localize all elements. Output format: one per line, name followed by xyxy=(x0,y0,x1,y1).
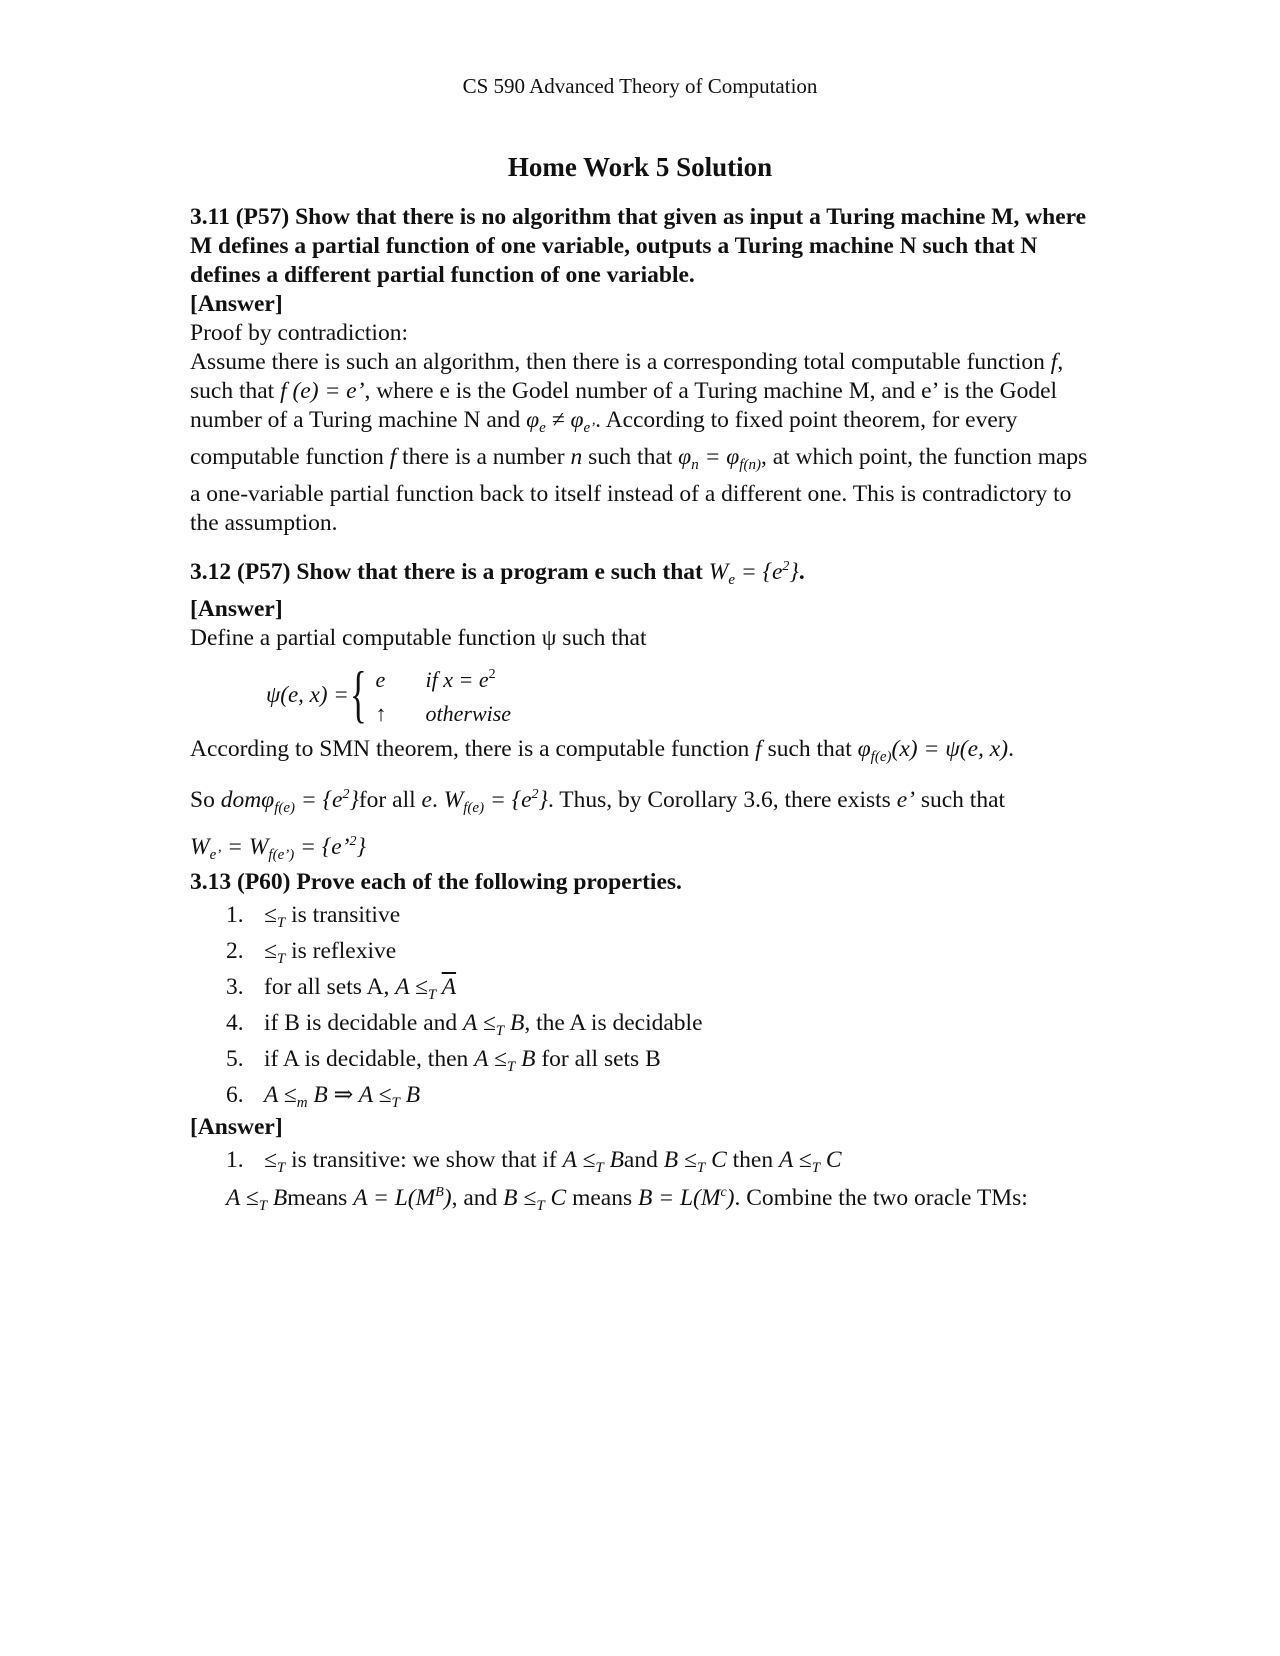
smn-paragraph: According to SMN theorem, there is a computable function f such that $\varphi_{f(e)}(x) = \psi(e$, x). xyxy=(190,736,1014,765)
section-3-13 xyxy=(190,868,1090,1221)
proof-intro: Proof by contradiction: xyxy=(190,320,408,346)
properties-list xyxy=(190,897,1090,1113)
question-3-12-line: 3.12 (P57) Show that there is a program e such that $W_e = \{e^2\}$. xyxy=(190,559,805,588)
list-item: 1. $\le_T$ is transitive: we show that if $A \le_T$ Band $B \le_T$ C then $A \le_T$ C xyxy=(226,1147,842,1176)
corollary-paragraph: So $dom\varphi_{f(e)} = \{e^2\}for$ all e. $W_{f(e)} = \{e^2\}$. Thus, by Corollary 3.6, there exists e’ such that xyxy=(190,787,1006,816)
answer-label-3-13: [Answer] xyxy=(190,1114,283,1140)
answer-list xyxy=(190,1142,1090,1178)
list-item: 1. $\le_T$ is transitive xyxy=(226,902,401,931)
transitive-proof: $A \le_T$ Bmeans $A = L(M^B)$, and $B \le_T$ C means $B = L(M^c)$. Combine the two oracle TMs: xyxy=(226,1185,1028,1214)
fixed-point-result: $W_{e’} = W_{f(e’)}$ = {e’$^2$} xyxy=(190,834,366,863)
list-item: 5. if A is decidable, then $A \le_T$ B for all sets B xyxy=(226,1046,661,1075)
psi-definition: ψ(e, x) = { e if x = e2 ↑ otherwise xyxy=(266,658,512,729)
page-title: Home Work 5 Solution xyxy=(507,152,773,182)
section-3-11 xyxy=(190,203,1090,538)
question-3-11: 3.11 (P57) Show that there is no algorithm that given as input a Turing machine M, where M defines a partial function of one variable, outputs a Turing machine N such that N defines a different partial function of one variable. xyxy=(190,204,1087,288)
course-header: CS 590 Advanced Theory of Computation xyxy=(462,74,818,98)
answer-label-3-11: [Answer] xyxy=(190,291,283,317)
question-3-13: 3.13 (P60) Prove each of the following properties. xyxy=(190,869,682,895)
proof-paragraph: Assume there is such an algorithm, then there is a corresponding total computable function f, such that f (e) = e’, where e is the Godel number of a Turing machine M, and e’ is the Godel number of a Turing machine N and $\varphi_e \ne \varphi_{e’}$. According to fixed point theorem, for every computable function f there is a number n such that $\varphi_n = \varphi_{f(n)}$, at which point, the function maps a one-variable partial function back to itself instead of a different one. This is contradictory to the assumption. xyxy=(190,349,1088,536)
answer-label-3-12: [Answer] xyxy=(190,596,283,622)
list-item: 2. $\le_T$ is reflexive xyxy=(226,938,397,967)
question-3-12: 3.12 (P57) Show that there is a program e such that xyxy=(190,559,703,585)
list-item: 6. $A \le_m$ B ⇒ $A \le_T$ B xyxy=(226,1082,421,1111)
define-psi: Define a partial computable function ψ such that xyxy=(190,625,647,651)
list-item: 3. for all sets A, $A \le_T$ $\overline{A}$ xyxy=(226,974,457,1003)
section-3-12 xyxy=(190,552,1090,870)
list-item: 4. if B is decidable and $A \le_T$ B, the A is decidable xyxy=(226,1010,703,1039)
